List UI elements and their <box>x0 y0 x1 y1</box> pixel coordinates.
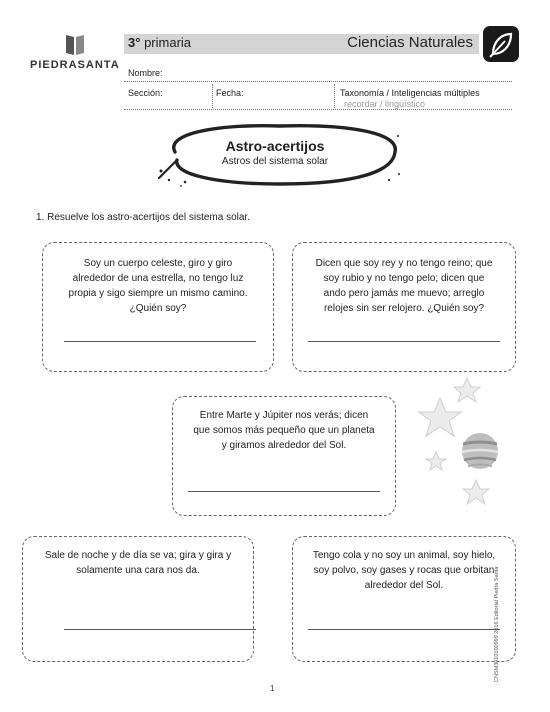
subject-title: Ciencias Naturales <box>347 34 473 51</box>
riddle-line: propia y sigo siempre un mismo camino. <box>68 288 248 299</box>
riddle-text <box>296 256 512 316</box>
title-frame-cloud <box>155 122 405 188</box>
riddle-text <box>46 256 270 316</box>
riddle-line: alrededor del Sol. <box>364 580 444 591</box>
riddle-line: soy rubio y no tengo pelo; dicen que <box>323 273 485 284</box>
grade-level: primaria <box>144 35 192 50</box>
riddle-line: y giramos alrededor del Sol. <box>221 440 347 451</box>
riddle-line: Dicen que soy rey y no tengo reino; que <box>315 258 493 269</box>
grade-label <box>128 35 191 50</box>
riddle-line: ¿Quién soy? <box>129 303 187 314</box>
book-icon <box>64 32 86 56</box>
answer-line[interactable] <box>64 341 256 342</box>
star-icon <box>426 452 446 470</box>
riddle-text <box>176 408 392 453</box>
planet-icon <box>462 433 498 469</box>
answer-line[interactable] <box>308 629 500 630</box>
publisher-logo <box>30 32 120 72</box>
star-icon <box>419 398 461 436</box>
riddle-line: alrededor de una estrella, no tengo luz <box>72 273 244 284</box>
leaf-icon <box>483 26 519 62</box>
answer-line[interactable] <box>308 341 500 342</box>
section-field-line <box>124 109 512 110</box>
riddle-line: Sale de noche y de día se va; gira y gira y <box>44 550 232 561</box>
field-divider <box>212 84 213 108</box>
page-subtitle: Astros del sistema solar <box>221 156 329 167</box>
stars-and-planet-decoration <box>418 378 508 508</box>
page-number: 1 <box>270 684 275 693</box>
riddle-line: ando pero jamás me muevo; arreglo <box>323 288 485 299</box>
page-title: Astro-acertijos <box>225 138 325 154</box>
taxonomy-value: recordar / lingüístico <box>344 99 426 109</box>
riddle-line: Soy un cuerpo celeste, giro y giro <box>83 258 233 269</box>
date-label: Fecha: <box>216 88 244 98</box>
riddle-text <box>296 548 512 593</box>
product-code: CNSM3010100999 2016 Editorial Piedra Santa <box>494 566 500 682</box>
riddle-line: Tengo cola y no soy un animal, soy hielo, <box>312 550 496 561</box>
grade-subject-bar <box>124 34 479 54</box>
name-field-line[interactable] <box>124 81 512 82</box>
riddle-text <box>26 548 250 578</box>
grade-number: 3° <box>128 35 141 50</box>
answer-line[interactable] <box>64 629 256 630</box>
star-icon <box>454 378 480 402</box>
section-label: Sección: <box>128 88 163 98</box>
riddle-line: Entre Marte y Júpiter nos verás; dicen <box>199 410 369 421</box>
star-icon <box>463 480 489 504</box>
riddle-line: relojes sin ser relojero. ¿Quién soy? <box>323 303 485 314</box>
instruction-text: 1. Resuelve los astro-acertijos del sistema solar. <box>36 212 250 223</box>
publisher-name: PIEDRASANTA <box>30 59 120 71</box>
riddle-line: soy polvo, soy gases y rocas que orbitan <box>313 565 495 576</box>
riddle-line: que somos más pequeño que un planeta <box>193 425 375 436</box>
riddle-line: solamente una cara nos da. <box>76 565 200 576</box>
name-label: Nombre: <box>128 68 163 78</box>
answer-line[interactable] <box>188 491 380 492</box>
field-divider <box>334 84 335 108</box>
taxonomy-label: Taxonomía / Inteligencias múltiples <box>340 88 480 98</box>
